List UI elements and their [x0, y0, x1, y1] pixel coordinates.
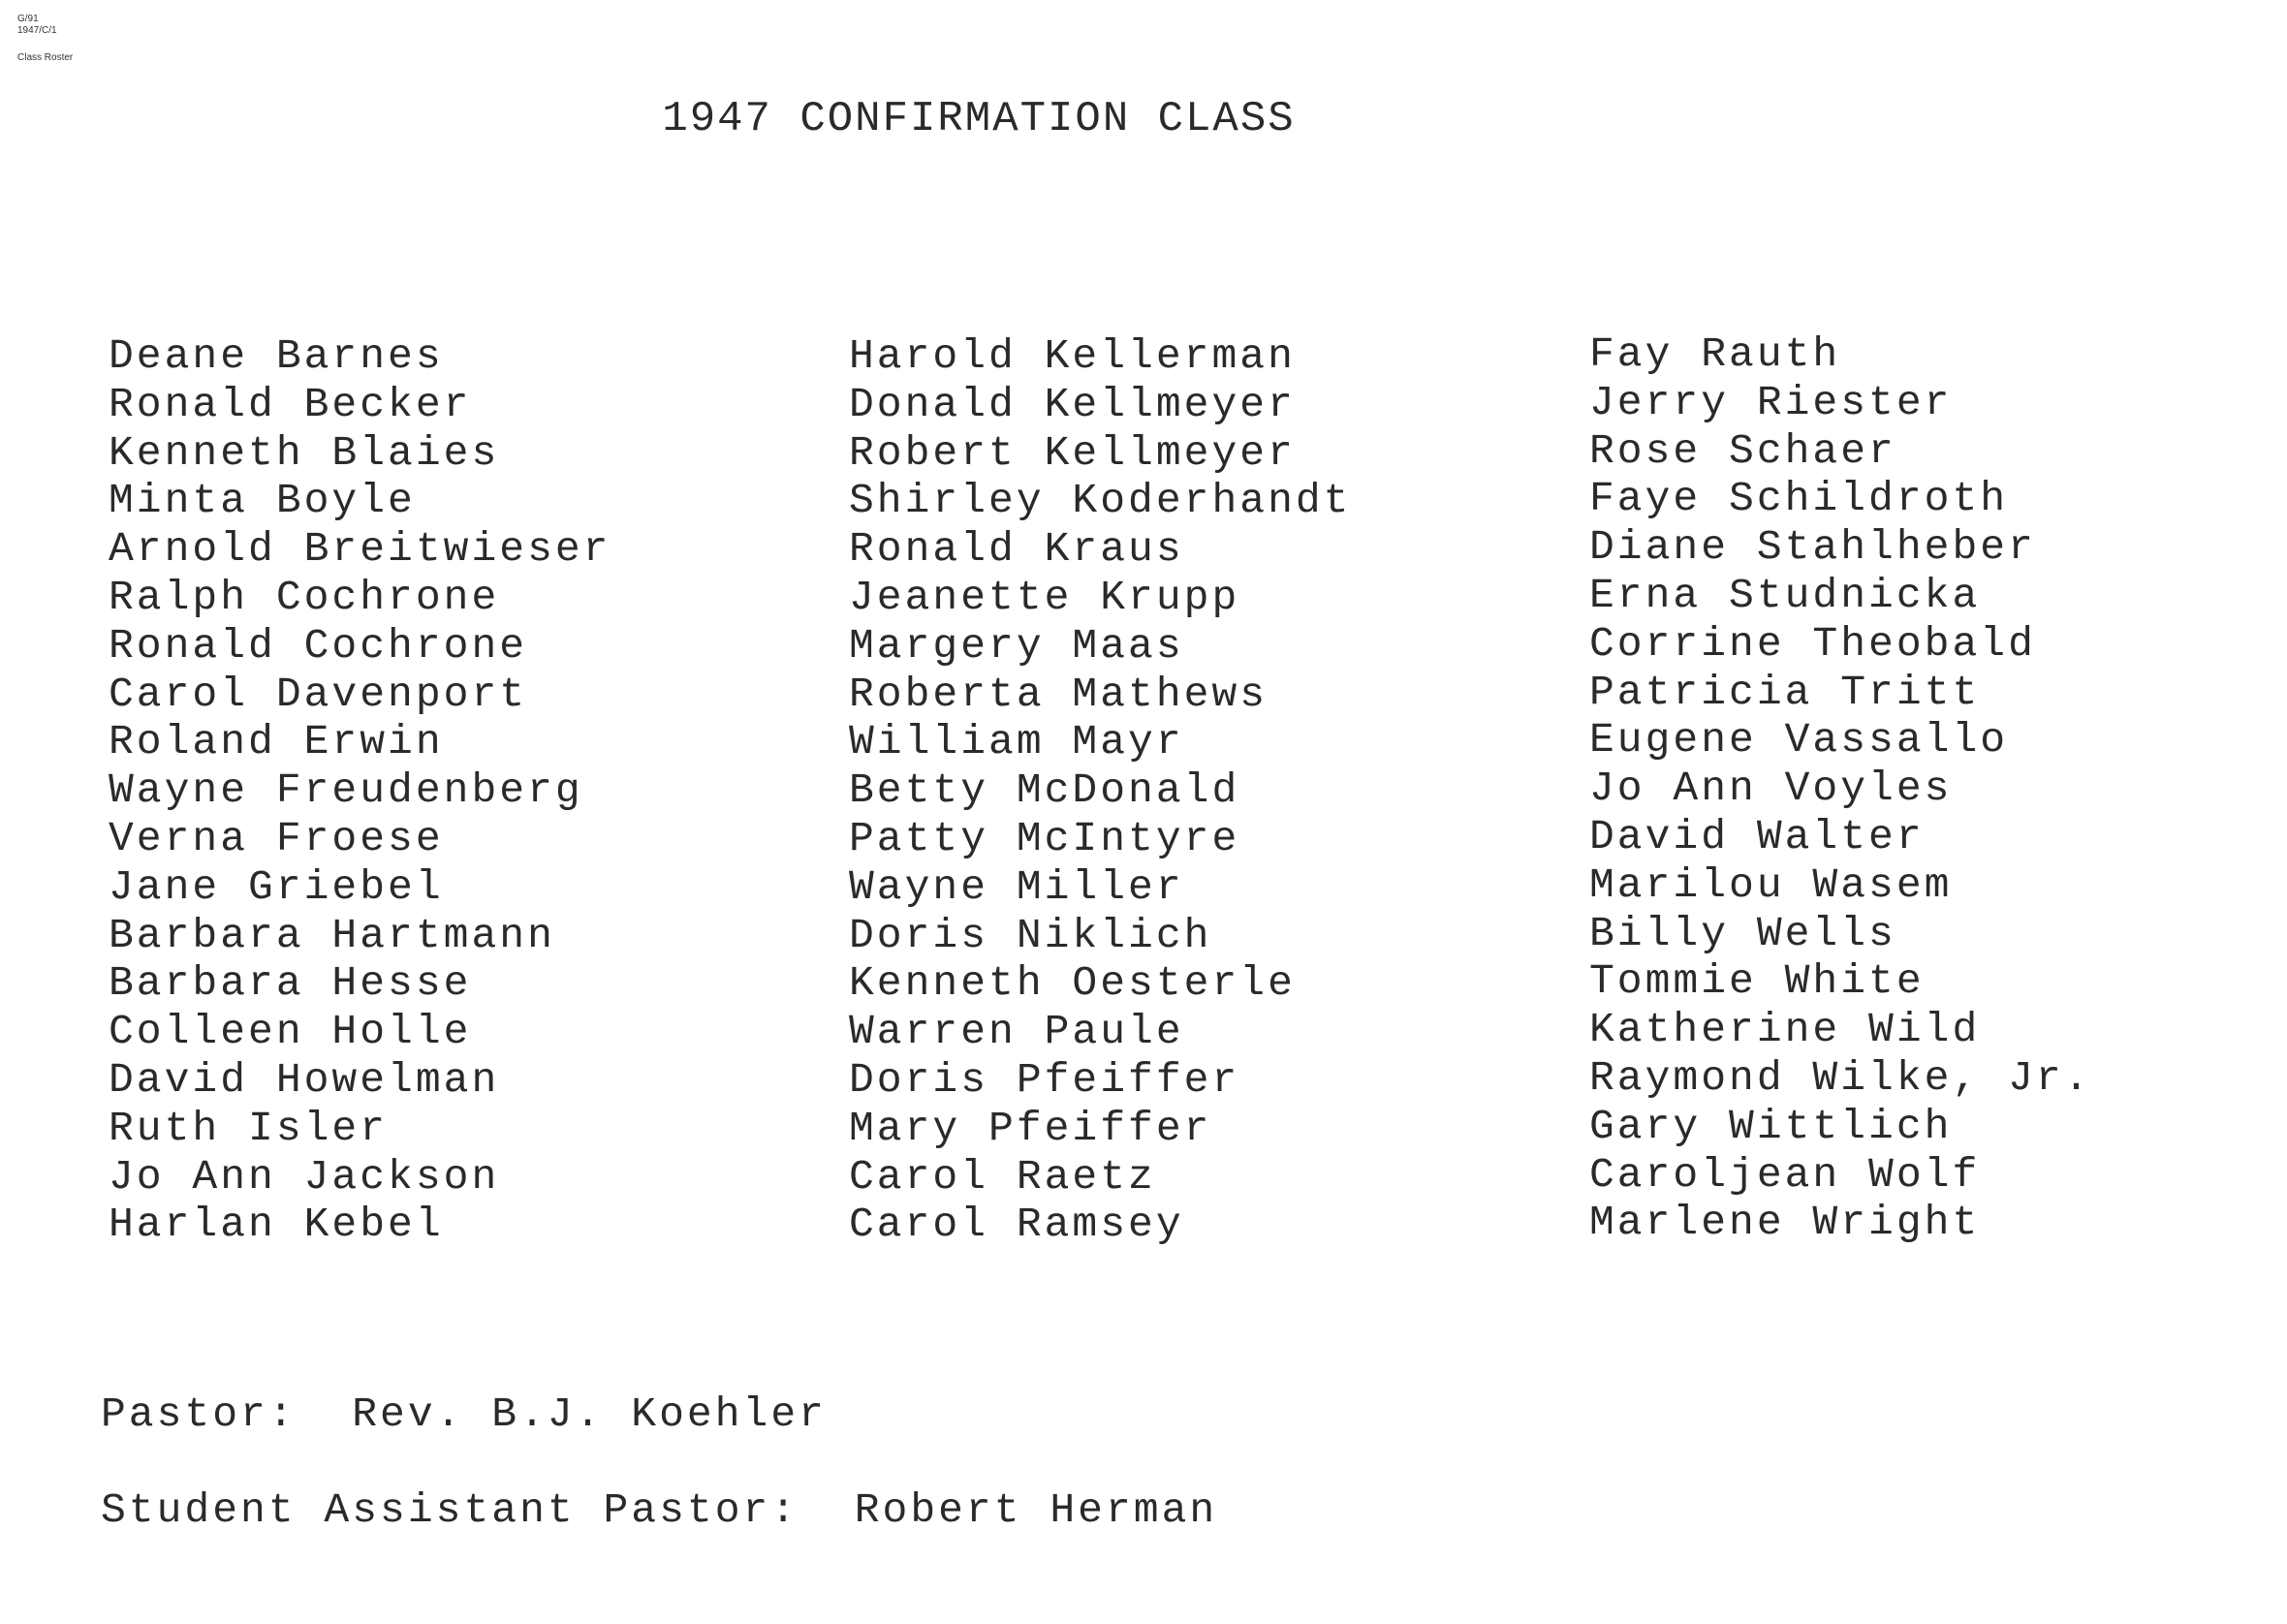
reference-code: G/91 [17, 14, 39, 24]
roster-column-1 [109, 332, 611, 1249]
roster-name: Erna Studnicka [1589, 571, 1981, 619]
roster-name: Ronald Becker [109, 380, 472, 428]
roster-name: Wayne Miller [849, 862, 1184, 911]
roster-name: Katherine Wild [1589, 1006, 1981, 1054]
roster-name: Barbara Hartmann [109, 911, 555, 959]
document-type: Class Roster [17, 52, 74, 63]
roster-name: Diane Stahlheber [1589, 523, 2036, 572]
assistant-pastor-name: Robert Herman [854, 1486, 1218, 1534]
roster-name: Roberta Mathews [849, 670, 1269, 718]
page-title-container [0, 95, 2287, 143]
page-title: 1947 CONFIRMATION CLASS [662, 95, 1296, 143]
roster-name: Carol Raetz [849, 1152, 1156, 1201]
roster-name: Shirley Koderhandt [849, 477, 1352, 525]
roster-name: David Walter [1589, 812, 1925, 860]
roster-name: Colleen Holle [109, 1008, 472, 1056]
roster-name: Arnold Breitwieser [109, 525, 611, 574]
roster-name: Carol Davenport [109, 670, 528, 718]
roster-name: Betty McDonald [849, 766, 1240, 815]
roster-name: David Howelman [109, 1055, 500, 1104]
roster-name: Rose Schaer [1589, 426, 1896, 475]
roster-name: Harold Kellerman [849, 332, 1296, 380]
roster-name: Jo Ann Voyles [1589, 765, 1953, 813]
roster-name: Eugene Vassallo [1589, 716, 2009, 765]
roster-name: Deane Barnes [109, 332, 444, 380]
roster-name: Robert Kellmeyer [849, 428, 1296, 477]
pastor-line [101, 1390, 827, 1438]
roster-name: Corrine Theobald [1589, 619, 2036, 668]
roster-name: Tommie White [1589, 957, 1925, 1006]
roster-name: Kenneth Oesterle [849, 959, 1296, 1008]
roster-name: Fay Rauth [1589, 330, 1841, 378]
roster-name: Faye Schildroth [1589, 475, 2009, 523]
roster-name: Wayne Freudenberg [109, 766, 583, 815]
roster-name: Minta Boyle [109, 477, 416, 525]
roster-name: Caroljean Wolf [1589, 1150, 1981, 1199]
roster-name: Donald Kellmeyer [849, 380, 1296, 428]
roster-name: Jeanette Krupp [849, 573, 1240, 621]
roster-name: Jerry Riester [1589, 378, 1953, 426]
roster-name: Warren Paule [849, 1008, 1184, 1056]
roster-name: Barbara Hesse [109, 959, 472, 1008]
roster-name: Doris Niklich [849, 911, 1212, 959]
roster-name: Ronald Cochrone [109, 621, 528, 670]
reference-number: 1947/C/1 [17, 25, 57, 36]
roster-name: Raymond Wilke, Jr. [1589, 1053, 2092, 1102]
roster-name: Marlene Wright [1589, 1199, 1981, 1247]
roster-name: Harlan Kebel [109, 1201, 444, 1249]
roster-name: Roland Erwin [109, 718, 444, 766]
assistant-pastor-line [101, 1486, 1217, 1534]
roster-name: Ruth Isler [109, 1104, 389, 1152]
roster-name: Marilou Wasem [1589, 860, 1953, 909]
roster-name: William Mayr [849, 718, 1184, 766]
roster-name: Jo Ann Jackson [109, 1152, 500, 1201]
roster-name: Carol Ramsey [849, 1201, 1184, 1249]
roster-name: Patricia Tritt [1589, 668, 1981, 716]
roster-name: Mary Pfeiffer [849, 1104, 1212, 1152]
pastor-label: Pastor: [101, 1390, 297, 1438]
roster-column-2 [849, 332, 1351, 1249]
roster-name: Patty McIntyre [849, 814, 1240, 862]
roster-name: Margery Maas [849, 621, 1184, 670]
pastor-name: Rev. B.J. Koehler [352, 1390, 827, 1438]
document-reference [17, 14, 73, 64]
roster-name: Ronald Kraus [849, 525, 1184, 574]
roster-name: Verna Froese [109, 814, 444, 862]
roster-name: Doris Pfeiffer [849, 1055, 1240, 1104]
roster-name: Gary Wittlich [1589, 1102, 1953, 1150]
roster-name: Billy Wells [1589, 909, 1896, 957]
assistant-pastor-label: Student Assistant Pastor: [101, 1486, 799, 1534]
roster-name: Jane Griebel [109, 862, 444, 911]
roster-name: Ralph Cochrone [109, 573, 500, 621]
roster-name: Kenneth Blaies [109, 428, 500, 477]
roster-column-3 [1589, 330, 2091, 1247]
